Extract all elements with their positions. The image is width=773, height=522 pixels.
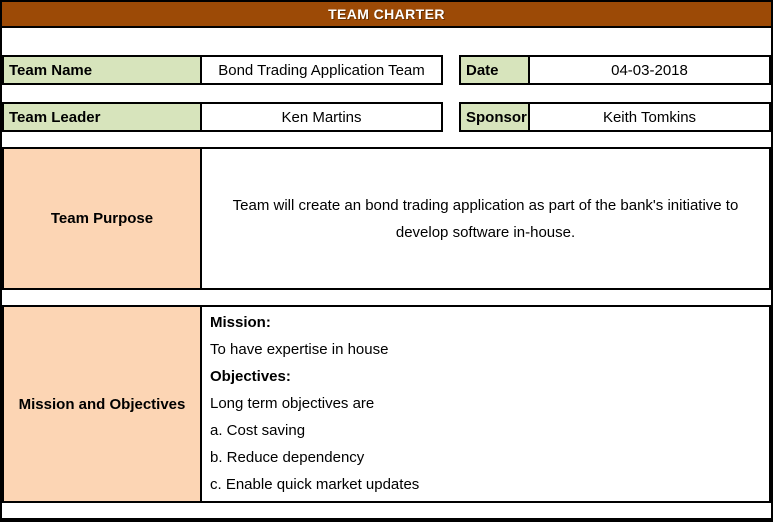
mission-line: c. Enable quick market updates: [210, 476, 420, 493]
mission-objectives-label: [2, 305, 202, 503]
team-leader-value[interactable]: [200, 102, 443, 132]
team-purpose-label: [2, 147, 202, 290]
team-name-value[interactable]: [200, 55, 443, 85]
spacer-row: [2, 503, 771, 516]
team-name-date-row: [2, 55, 771, 85]
mission-line: Long term objectives are: [210, 395, 375, 412]
team-purpose-section: [2, 147, 771, 290]
spacer-row: [2, 290, 771, 305]
page-title: TEAM CHARTER: [328, 6, 445, 22]
date-label: [459, 55, 530, 85]
team-leader-label: [2, 102, 202, 132]
team-purpose-text[interactable]: [200, 147, 771, 290]
spacer-row: [2, 132, 771, 147]
sponsor-value[interactable]: [528, 102, 771, 132]
sponsor-value-text: Keith Tomkins: [602, 108, 697, 126]
mission-objectives-section: [2, 305, 771, 503]
team-leader-sponsor-row: [2, 102, 771, 132]
team-name-value-text: Bond Trading Application Team: [218, 61, 425, 79]
spacer-row: [2, 28, 771, 55]
sponsor-label-text: Sponsor: [466, 108, 527, 126]
title-bar: [2, 2, 771, 28]
date-label-text: Date: [466, 61, 499, 79]
mission-line: Mission:: [210, 314, 271, 331]
date-value[interactable]: [528, 55, 771, 85]
date-value-text: 04-03-2018: [611, 61, 688, 79]
team-purpose-label-text: Team Purpose: [50, 210, 154, 227]
mission-line: a. Cost saving: [210, 422, 306, 439]
mission-line: Objectives:: [210, 368, 291, 385]
column-gap: [443, 102, 459, 132]
team-name-label-text: Team Name: [9, 61, 93, 79]
team-leader-label-text: Team Leader: [9, 108, 101, 126]
column-gap: [443, 55, 459, 85]
mission-objectives-content[interactable]: [200, 305, 771, 503]
mission-line: b. Reduce dependency: [210, 449, 365, 466]
team-purpose-text-content: Team will create an bond trading application as part of the bank's initiative to develop software in-house.: [232, 196, 739, 241]
team-leader-value-text: Ken Martins: [281, 108, 362, 126]
team-name-label: [2, 55, 202, 85]
sponsor-label: [459, 102, 530, 132]
mission-objectives-label-text: Mission and Objectives: [18, 395, 186, 413]
spacer-row: [2, 85, 771, 102]
mission-line: To have expertise in house: [210, 341, 389, 358]
